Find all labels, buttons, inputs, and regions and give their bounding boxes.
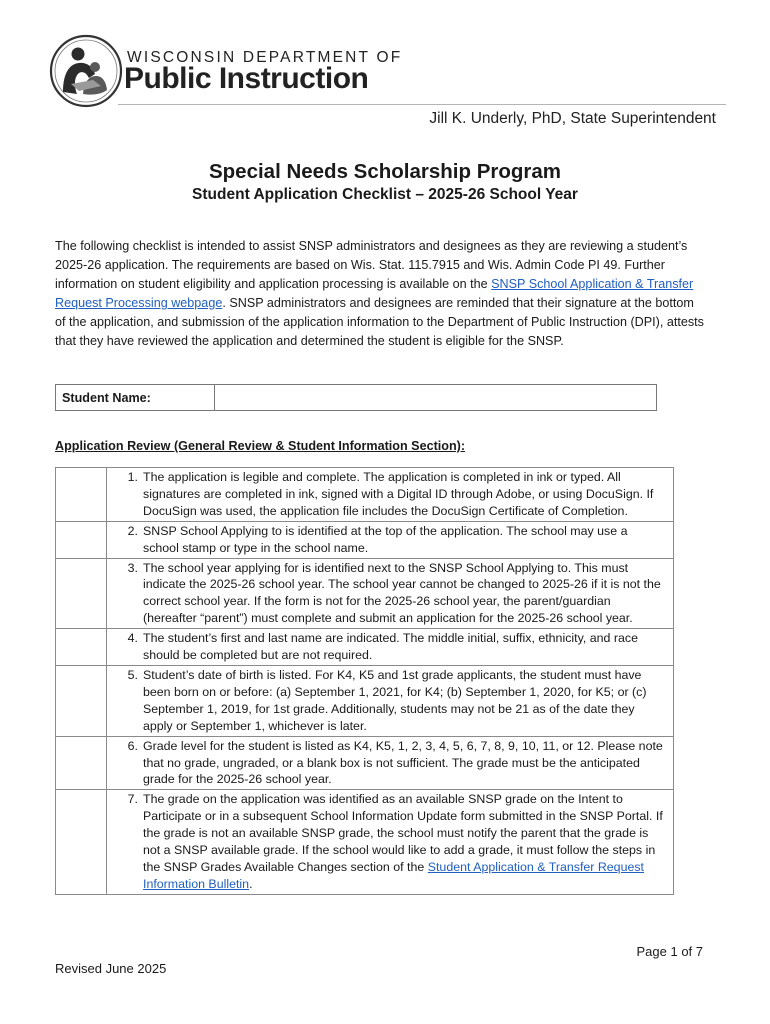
section-heading: Application Review (General Review & Student Information Section): xyxy=(55,439,466,453)
page-title: Special Needs Scholarship Program xyxy=(208,160,562,183)
student-name-box xyxy=(55,384,657,411)
checklist-item-2 xyxy=(111,523,665,557)
checklist-item-1 xyxy=(111,469,665,520)
superintendent-name: Jill K. Underly, PhD, State Superintendent xyxy=(429,110,716,127)
item-number: 2. xyxy=(127,523,138,538)
item-text: The school year applying for is identified next to the SNSP School Applying to. This must indicate the 2025-26 school year. The school year cannot be changed to 2025-26 if it is not the correct school year. If the form is not for the 2025-26 school year, the parent/guardian (hereafter “parent”) must complete and submit an application for the 2025-26 school year. xyxy=(143,560,661,626)
checkbox-cell[interactable] xyxy=(56,629,107,666)
checkbox-cell[interactable] xyxy=(56,736,107,790)
checklist-row xyxy=(56,558,674,629)
checklist-row xyxy=(56,521,674,558)
checklist-row xyxy=(56,629,674,666)
bulletin-link[interactable]: Student Application & Transfer Request Information Bulletin xyxy=(143,859,644,891)
intro-paragraph xyxy=(55,237,705,351)
student-name-label: Student Name: xyxy=(56,385,215,410)
item-text: The application is legible and complete. The application is completed in ink or typed. All signatures are completed in ink, signed with a Digital ID through Adobe, or using DocuSign. If DocuSign was used, the application file includes the DocuSign Certificate of Completion. xyxy=(143,470,654,518)
checklist-item-6 xyxy=(111,738,665,789)
item-number: 3. xyxy=(127,560,138,575)
checklist-item-3 xyxy=(111,560,665,628)
checklist-item-4 xyxy=(111,630,665,664)
intro-text-after: . SNSP administrators and designees are reminded that their signature at the bottom of the application, and submission of the application information to the Department of Public Instruction (DPI), attests that they have reviewed the application and determined the student is eligible for the SNSP. xyxy=(55,296,704,348)
item-text xyxy=(143,791,665,892)
item-text: SNSP School Applying to is identified at the top of the application. The school may use a school stamp or type in the school name. xyxy=(143,523,628,555)
checklist-row xyxy=(56,468,674,522)
item-number: 1. xyxy=(127,470,138,484)
intro-text-before: The following checklist is intended to assist SNSP administrators and designees as they are reviewing a student’s 2025-26 application. The requirements are based on Wis. Stat. 115.7915 and Wis. Admin Code PI 49. Further information on student eligibility and application processing is available on the xyxy=(55,239,688,291)
snsp-processing-link[interactable]: SNSP School Application & Transfer Request Processing webpage xyxy=(55,277,694,310)
dpi-seal-icon xyxy=(49,34,123,108)
item-number: 6. xyxy=(127,738,138,753)
item7-text-after: . xyxy=(249,876,253,891)
student-name-input[interactable] xyxy=(215,385,656,410)
item7-text-before: The grade on the application was identified as an available SNSP grade on the Intent to Participate or in a subsequent School Information Update form submitted in the SNSP Portal. If the grade is not an available SNSP grade, the school must notify the parent that the grade is not a SNSP available grade. If the school would like to add a grade, it must follow the steps in the SNSP Grades Available Changes section of the xyxy=(143,792,663,874)
item-text: Grade level for the student is listed as K4, K5, 1, 2, 3, 4, 5, 6, 7, 8, 9, 10, 11, or 12. Please note that no grade, ungraded, or a blank box is not sufficient. The grade must be the anticipated grade for the 2025-26 school year. xyxy=(143,738,663,787)
org-name-line2: Public Instruction xyxy=(124,62,369,95)
checkbox-cell[interactable] xyxy=(56,665,107,736)
page-number: Page 1 of 7 xyxy=(636,944,703,959)
org-name-line1: WISCONSIN DEPARTMENT OF xyxy=(127,49,403,66)
checklist-table xyxy=(55,467,674,895)
item-number: 7. xyxy=(127,792,138,807)
checkbox-cell[interactable] xyxy=(56,521,107,558)
item-text: The student’s first and last name are indicated. The middle initial, suffix, ethnicity, and race should be completed but are not required. xyxy=(143,631,638,663)
checklist-row xyxy=(56,665,674,736)
checkbox-cell[interactable] xyxy=(56,468,107,522)
header-divider xyxy=(118,104,726,105)
page-subtitle: Student Application Checklist – 2025-26 School Year xyxy=(192,186,578,203)
checklist-row xyxy=(56,790,674,894)
checkbox-cell[interactable] xyxy=(56,558,107,629)
item-number: 4. xyxy=(127,631,138,646)
item-text: Student’s date of birth is listed. For K4, K5 and 1st grade applicants, the student must have been born on or before: (a) September 1, 2021, for K4; (b) September 1, 2020, for K5; or (c) September 1, 2019, for 1st grade. Additionally, students may not be 21 as of the date they apply or September 1, whichever is later. xyxy=(143,667,647,733)
item-number: 5. xyxy=(127,667,138,682)
checklist-item-7 xyxy=(111,791,665,892)
checkbox-cell[interactable] xyxy=(56,790,107,894)
checklist-row xyxy=(56,736,674,790)
revised-date: Revised June 2025 xyxy=(55,961,167,976)
checklist-item-5 xyxy=(111,667,665,735)
